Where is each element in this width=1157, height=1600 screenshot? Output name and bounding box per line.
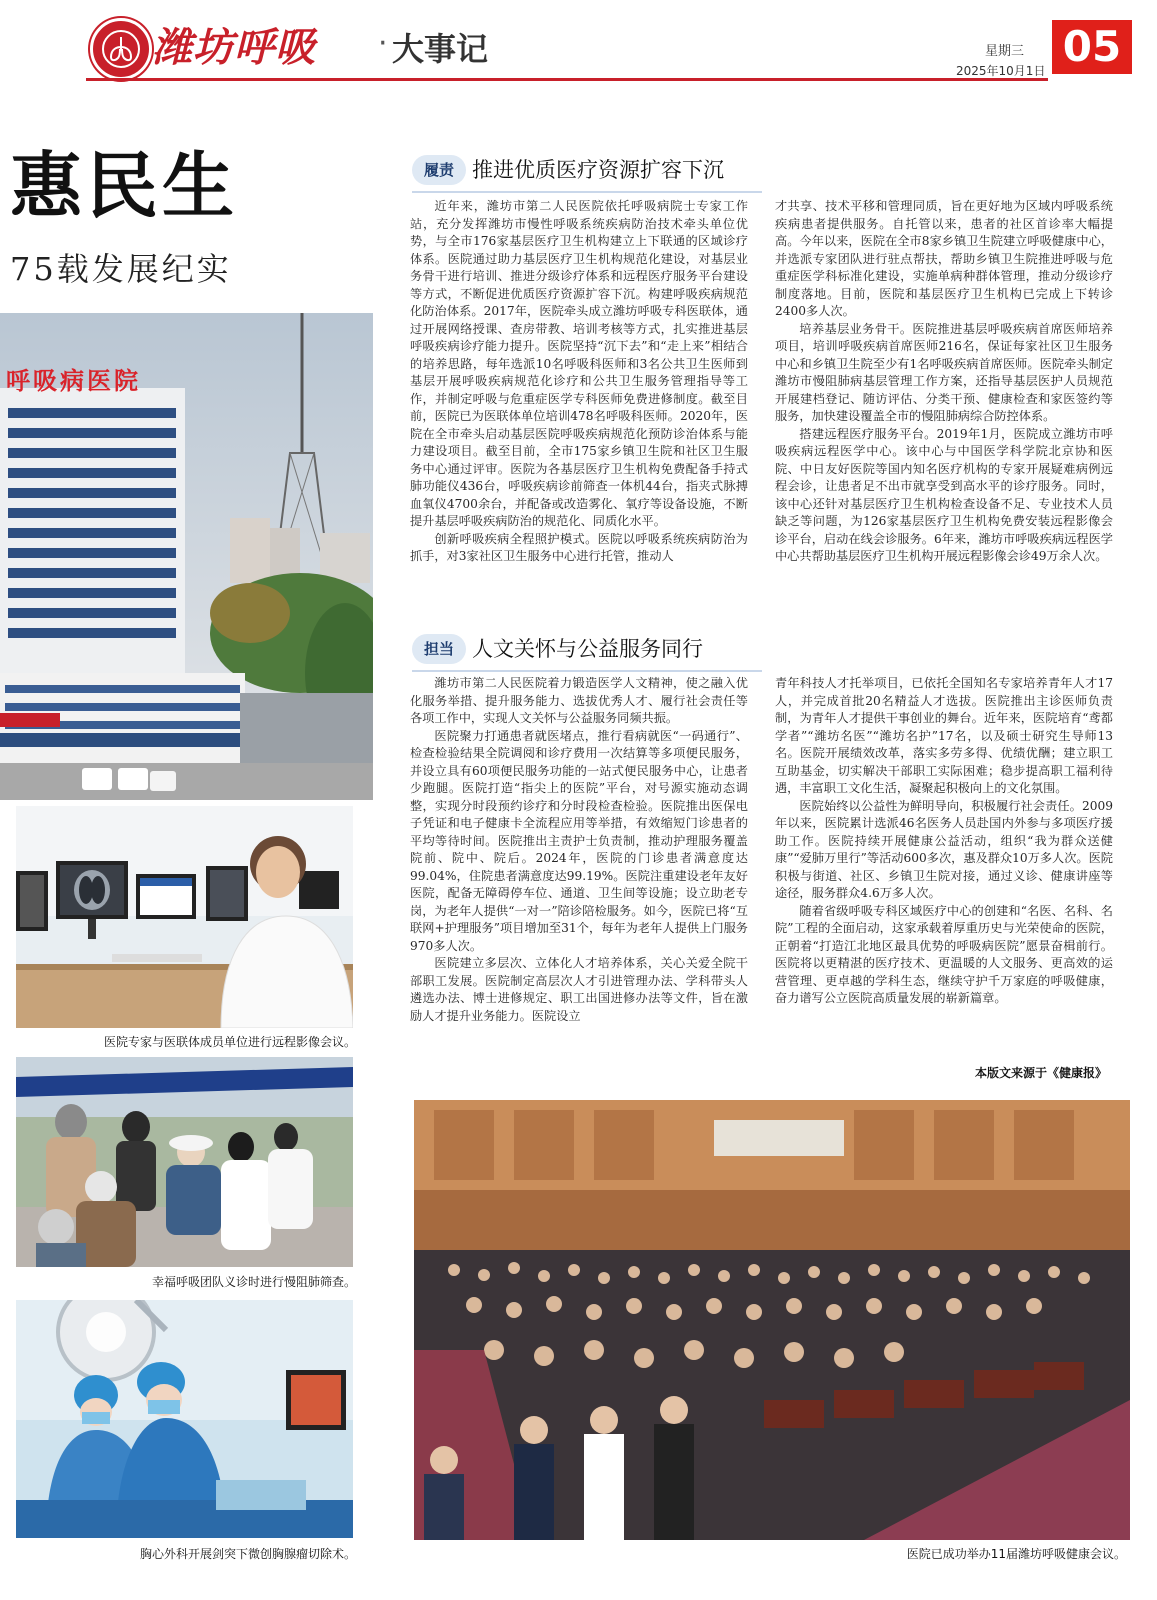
- source-note: 本版文来源于《健康报》: [975, 1066, 1108, 1080]
- issue-date: 2025年10月1日: [956, 64, 1046, 78]
- paragraph: 培养基层业务骨干。医院推进基层呼吸疾病首席医师培养项目，培训呼吸疾病首席医师216名，保证每家社区卫生服务中心和乡镇卫生院至少有1名呼吸疾病首席医师。医院牵头制定潍坊市慢阻肺病基层管理工作方案，还指导基层医护人员规范开展建档登记、随访评估、分类干预、健康检查和家医签约等服务，加快建设覆盖全市的慢阻肺病综合防控体系。: [775, 321, 1113, 423]
- hospital-building-photo: [0, 313, 373, 800]
- section-name: 大事记: [392, 30, 489, 68]
- paragraph: 近年来，潍坊市第二人民医院依托呼吸病院士专家工作站，充分发挥潍坊市慢性呼吸系统疾病防治技术牵头单位优势，与全市176家基层医疗卫生机构建立上下联通的区域诊疗体系。医院通过助力基层医疗卫生机构规范化建设，对基层业务骨干进行培训、推进分级诊疗体系和远程医疗服务平台建设等方式，不断促进优质医疗资源扩容下沉。构建呼吸疾病规范化防治体系。2017年，医院牵头成立潍坊呼吸专科医联体，通过开展网络授课、查房带教、培训考核等方式，扎实推进基层呼吸疾病诊疗能力提升。医院坚持“沉下去”和“走上来”相结合的培养思路，每年选派10名呼吸科医师和3名公共卫生医师到基层开展呼吸疾病规范化诊疗和公共卫生服务管理指导等工作，并制定呼吸与危重症医学专科医师免费进修制度。截至目前，医院已为医联体单位培训478名呼吸科医师。2020年，医院在全市牵头启动基层医院呼吸疾病规范化预防诊治体系与能力建设项目。截至目前，全市175家乡镇卫生院和社区卫生服务中心通过评审。医院为各基层医疗卫生机构免费配备手持式肺功能仪436台，呼吸疾病诊前筛查一体机44台，指夹式脉搏血氧仪4700余台，并配备或改造雾化、氧疗等设备设施，不断提升基层呼吸疾病防治的规范化、同质化水平。: [410, 199, 748, 528]
- section-head-responsibility: [412, 632, 762, 668]
- header-rule: [86, 78, 1048, 81]
- caption-conference: 医院已成功举办11届潍坊呼吸健康会议。: [906, 1547, 1126, 1561]
- section-badge-duty: 履责: [412, 155, 466, 185]
- paragraph: 搭建远程医疗服务平台。2019年1月，医院成立潍坊市呼吸疾病远程医学中心。该中心与中国医学科学院北京协和医院、中日友好医院等国内知名医疗机构的专家开展疑难病例远程会诊，让患者足不出市就享受到高水平的诊疗服务。同时，该中心还针对基层医疗卫生机构检查设备不足、专业技术人员缺乏等问题，为126家基层医疗卫生机构免费安装远程影像会诊平台，启动在线会诊服务。6年来，潍坊市呼吸疾病远程医学中心共帮助基层医疗卫生机构开展远程影像会诊49万余人次。: [775, 426, 1113, 563]
- caption-surgery: 胸心外科开展剑突下微创胸腺瘤切除术。: [139, 1547, 356, 1561]
- article-column: [410, 675, 748, 1055]
- conference-photo: [414, 1100, 1130, 1540]
- section-underline: [412, 191, 762, 193]
- feature-subtitle: 75载发展纪实: [10, 250, 232, 288]
- paragraph: 随着省级呼吸专科区域医疗中心的创建和“名医、名科、名院”工程的全面启动，这家承载着厚重历史与光荣使命的医院，正朝着“打造江北地区最具优势的呼吸病医院”愿景奋楫前行。医院将以更精湛的医疗技术、更温暖的人文服务、更高效的运营管理、更卓越的学科生态，继续守护千万家庭的呼吸健康，奋力谱写公立医院高质量发展的崭新篇章。: [775, 903, 1113, 1005]
- page-number: 05: [1052, 20, 1132, 74]
- section-title-responsibility: 人文关怀与公益服务同行: [472, 637, 703, 661]
- section-badge-responsibility: 担当: [412, 634, 466, 664]
- article-column: [775, 675, 1113, 1055]
- lungs-icon: [101, 29, 141, 69]
- paragraph: 青年科技人才托举项目，已依托全国知名专家培养青年人才17人，并完成首批20名精益人才选拔。医院推出主诊医师负责制，为青年人才提供干事创业的舞台。近年来，医院培育“鸢都学者”“潍坊名医”“潍坊名护”17名，以及硕士研究生导师13名。医院开展绩效改革，落实多劳多得、优绩优酬；建立职工互助基金，切实解决干部职工实际困难；稳步提高职工福利待遇，丰富职工文化生活，凝聚起积极向上的文化氛围。: [775, 676, 1113, 795]
- paragraph: 医院建立多层次、立体化人才培养体系，关心关爱全院干部职工发展。医院制定高层次人才引进管理办法、学科带头人遴选办法、博士进修规定、职工出国进修办法等文件，旨在激励人才提升业务能力。医院设立: [410, 956, 748, 1023]
- remote-conference-photo: [16, 806, 353, 1028]
- weekday: 星期三: [985, 44, 1025, 59]
- paragraph: 医院聚力打通患者就医堵点，推行看病就医“一码通行”、检查检验结果全院调阅和诊疗费用一次结算等多项便民服务，并设立具有60项便民服务功能的一站式便民服务中心，让患者少跑腿。医院打造“指尖上的医院”平台，对号源实施动态调整，实现分时段预约诊疗和分时段检查检验。医院推出医保电子凭证和电子健康卡全流程应用等举措，有效缩短门诊患者的平均等待时间。医院推出主责护士负责制，推动护理服务覆盖院前、院中、院后。2024年，医院的门诊患者满意度达99.04%，住院患者满意度达99.19%。医院注重建设老年友好医院，配备无障碍停车位、通道、卫生间等设施；设立助老专岗，为老年人提供“一对一”陪诊陪检服务。如今，医院已将“互联网+护理服务”项目增加至31个，每年为老年人提供上门服务970多人次。: [410, 728, 748, 953]
- screening-photo: [16, 1057, 353, 1267]
- caption-remote-conference: 医院专家与医联体成员单位进行远程影像会议。: [103, 1035, 356, 1049]
- paragraph: 创新呼吸疾病全程照护模式。医院以呼吸系统疾病防治为抓手，对3家社区卫生服务中心进行托管，推动人: [410, 531, 748, 563]
- paragraph: 才共享、技术平移和管理同质，旨在更好地为区域内呼吸系统疾病患者提供服务。自托管以来，患者的社区首诊率大幅提高。今年以来，医院在全市8家乡镇卫生院建立呼吸健康中心，并选派专家团队进行驻点帮扶，帮助乡镇卫生院推进呼吸与危重症医学科标准化建设，实施单病种群体管理，推动分级诊疗制度落地。目前，医院和基层医疗卫生机构已完成上下转诊2400多人次。: [775, 199, 1113, 318]
- brand-separator: ·: [378, 26, 388, 61]
- surgery-photo: [16, 1300, 353, 1538]
- article-column: [410, 198, 748, 590]
- feature-title: 惠民生: [10, 144, 239, 228]
- section-head-duty: [412, 153, 762, 189]
- article-column: [775, 198, 1113, 590]
- caption-screening: 幸福呼吸团队义诊时进行慢阻肺筛查。: [151, 1275, 356, 1289]
- paragraph: 潍坊市第二人民医院着力锻造医学人文精神，使之融入优化服务举措、提升服务能力、选拔优秀人才、履行社会责任等各项工作中，实现人文关怀与公益服务同频共振。: [410, 676, 748, 725]
- hospital-logo: [90, 18, 152, 80]
- building-sign: 呼吸病医院: [6, 367, 141, 395]
- paragraph: 医院始终以公益性为鲜明导向，积极履行社会责任。2009年以来，医院累计选派46名医务人员赴国内外参与多项医疗援助工作。医院持续开展健康公益活动，组织“我为群众送健康”“爱肺万里行”等活动600多次，惠及群众10万多人次。医院积极与街道、社区、乡镇卫生院对接，通过义诊、健康讲座等途径，服务群众4.6万多人次。: [775, 798, 1113, 900]
- brand-name: 潍坊呼吸: [152, 25, 316, 71]
- section-title-duty: 推进优质医疗资源扩容下沉: [472, 158, 724, 182]
- section-underline: [412, 670, 762, 672]
